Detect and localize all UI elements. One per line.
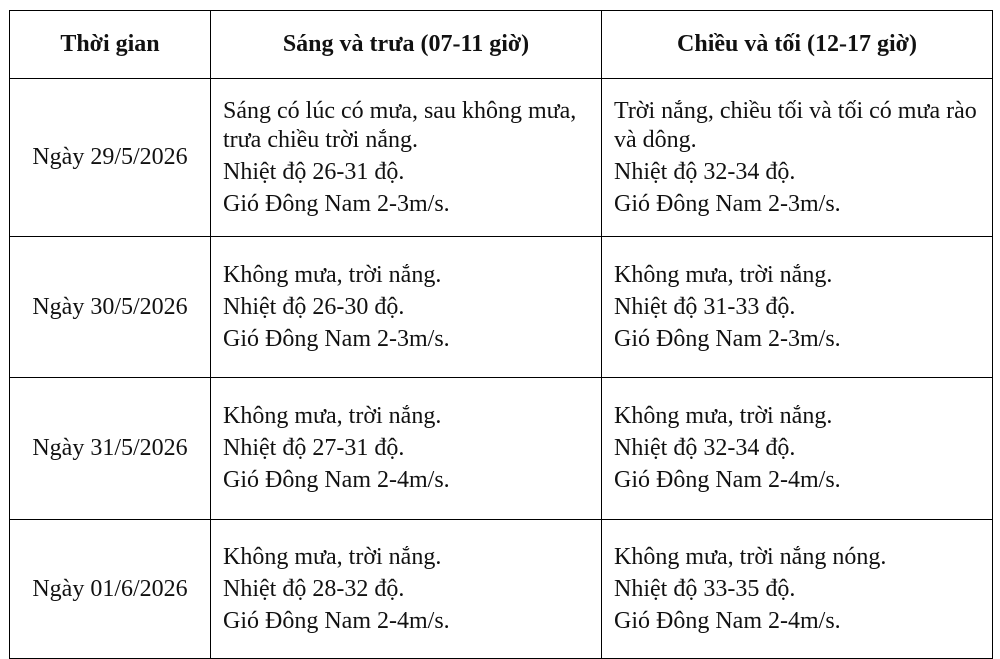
temperature-text: Nhiệt độ 27-31 độ.	[223, 435, 405, 461]
table-row	[10, 520, 993, 659]
temperature-text: Nhiệt độ 32-34 độ.	[614, 435, 796, 461]
wind-text: Gió Đông Nam 2-3m/s.	[223, 325, 450, 352]
table-row	[10, 237, 993, 378]
wind-text: Gió Đông Nam 2-3m/s.	[614, 190, 841, 217]
weather-text: Không mưa, trời nắng.	[614, 261, 833, 288]
weather-text: Trời nắng, chiều tối và tối có mưa rào và dông.	[614, 97, 977, 153]
header-afternoon: Chiều và tối (12-17 giờ)	[602, 11, 993, 79]
morning-forecast-cell	[211, 378, 602, 520]
afternoon-forecast-cell	[602, 79, 993, 237]
date-cell: Ngày 30/5/2026	[10, 237, 211, 378]
weather-text: Không mưa, trời nắng.	[614, 403, 833, 429]
wind-text: Gió Đông Nam 2-4m/s.	[223, 467, 450, 493]
date-cell: Ngày 29/5/2026	[10, 79, 211, 237]
wind-text: Gió Đông Nam 2-4m/s.	[614, 467, 841, 493]
temperature-text: Nhiệt độ 26-30 độ.	[223, 293, 405, 320]
afternoon-forecast-cell	[602, 237, 993, 378]
wind-text: Gió Đông Nam 2-4m/s.	[614, 607, 841, 634]
temperature-text: Nhiệt độ 31-33 độ.	[614, 293, 796, 320]
wind-text: Gió Đông Nam 2-3m/s.	[614, 325, 841, 352]
weather-text: Sáng có lúc có mưa, sau không mưa, trưa chiều trời nắng.	[223, 97, 577, 153]
header-row	[10, 11, 993, 79]
weather-text: Không mưa, trời nắng.	[223, 403, 442, 429]
weather-text: Không mưa, trời nắng.	[223, 543, 442, 570]
morning-forecast-cell	[211, 520, 602, 659]
temperature-text: Nhiệt độ 33-35 độ.	[614, 575, 796, 602]
afternoon-forecast-cell	[602, 378, 993, 520]
table-row	[10, 79, 993, 237]
wind-text: Gió Đông Nam 2-4m/s.	[223, 607, 450, 634]
wind-text: Gió Đông Nam 2-3m/s.	[223, 190, 450, 217]
morning-forecast-cell	[211, 79, 602, 237]
weather-text: Không mưa, trời nắng.	[223, 261, 442, 288]
table-row	[10, 378, 993, 520]
temperature-text: Nhiệt độ 28-32 độ.	[223, 575, 405, 602]
afternoon-forecast-cell	[602, 520, 993, 659]
temperature-text: Nhiệt độ 32-34 độ.	[614, 158, 796, 185]
table-header	[10, 11, 993, 79]
table-body	[10, 79, 993, 659]
weather-text: Không mưa, trời nắng nóng.	[614, 543, 887, 570]
date-cell: Ngày 31/5/2026	[10, 378, 211, 520]
header-morning: Sáng và trưa (07-11 giờ)	[211, 11, 602, 79]
temperature-text: Nhiệt độ 26-31 độ.	[223, 158, 405, 185]
morning-forecast-cell	[211, 237, 602, 378]
weather-forecast-table	[9, 10, 993, 659]
date-cell: Ngày 01/6/2026	[10, 520, 211, 659]
header-time: Thời gian	[10, 11, 211, 79]
